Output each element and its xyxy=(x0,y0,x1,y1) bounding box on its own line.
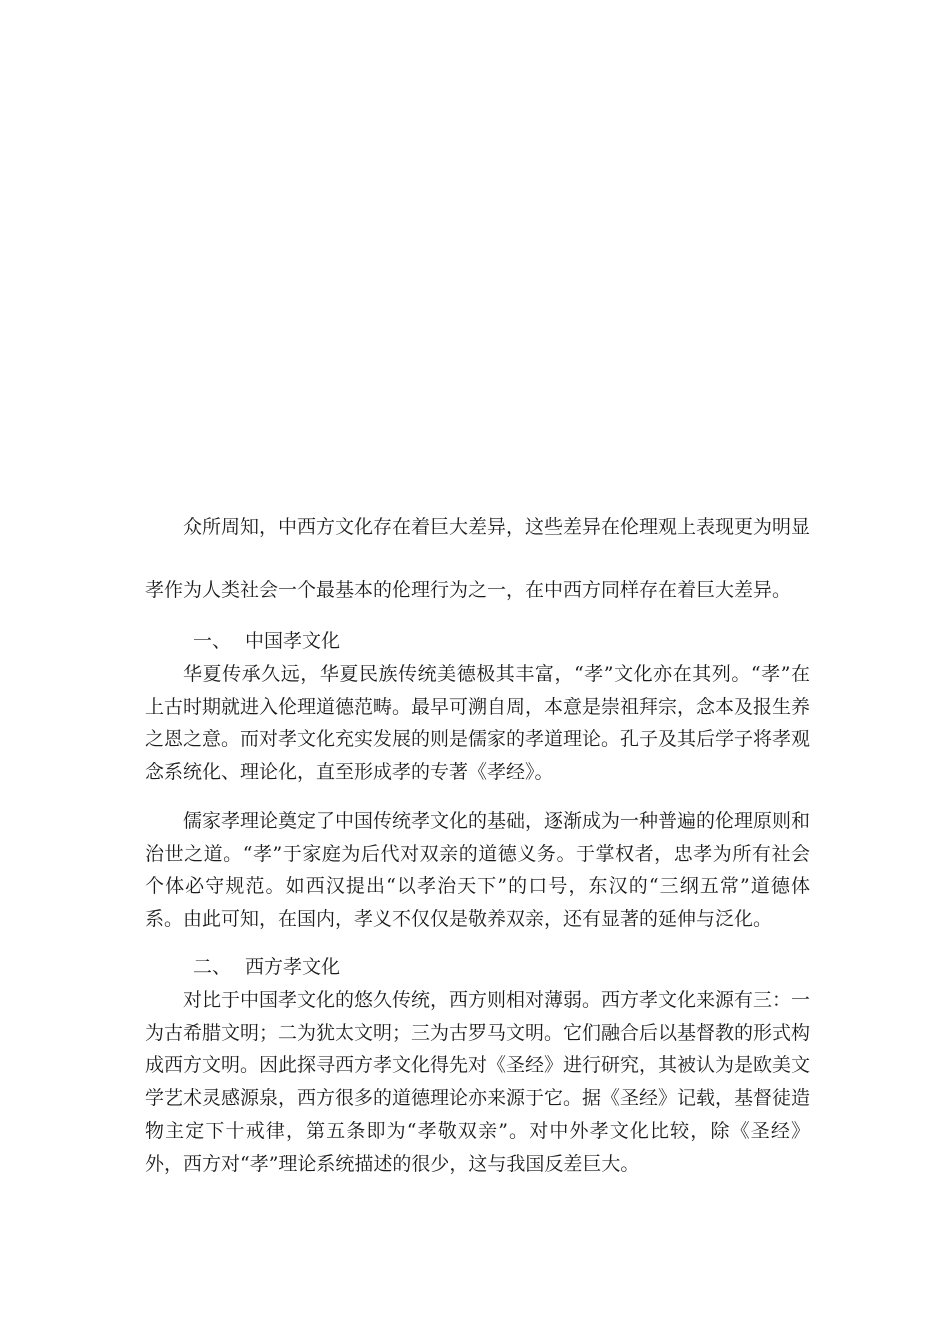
section-title: 西方孝文化 xyxy=(245,956,341,978)
section-title: 中国孝文化 xyxy=(245,630,341,652)
body-paragraph: 华夏传承久远，华夏民族传统美德极其丰富，“孝”文化亦在其列。“孝”在上古时期就进入伦理道德范畴。最早可溯自周，本意是崇祖拜宗，念本及报生养之恩之意。而对孝文化充实发展的则是儒家的孝道理论。孔子及其后学子将孝观念系统化、理论化，直至形成孝的专著《孝经》。 xyxy=(145,663,811,784)
section-heading-2 xyxy=(193,952,858,982)
intro-line-1: 众所周知，中西方文化存在着巨大差异，这些差异在伦理观上表现更为明显 xyxy=(183,516,811,538)
intro-line-2: 孝作为人类社会一个最基本的伦理行为之一，在中西方同样存在着巨大差异。 xyxy=(145,579,792,601)
section-number: 一、 xyxy=(193,630,232,652)
section-heading-1 xyxy=(193,626,858,656)
section-number: 二、 xyxy=(193,956,232,978)
body-paragraph: 对比于中国孝文化的悠久传统，西方则相对薄弱。西方孝文化来源有三：一为古希腊文明；二为犹太文明；三为古罗马文明。它们融合后以基督教的形式构成西方文明。因此探寻西方孝文化得先对《圣经》进行研究，其被认为是欧美文学艺术灵感源泉，西方很多的道德理论亦来源于它。据《圣经》记载，基督徒造物主定下十戒律，第五条即为“孝敬双亲”。对中外孝文化比较，除《圣经》外，西方对“孝”理论系统描述的很少，这与我国反差巨大。 xyxy=(145,989,811,1175)
body-paragraph: 儒家孝理论奠定了中国传统孝文化的基础，逐渐成为一种普遍的伦理原则和治世之道。“孝”于家庭为后代对双亲的道德义务。于掌权者，忠孝为所有社会个体必守规范。如西汉提出“以孝治天下”的口号，东汉的“三纲五常”道德体系。由此可知，在国内，孝义不仅仅是敬养双亲，还有显著的延伸与泛化。 xyxy=(145,810,811,931)
